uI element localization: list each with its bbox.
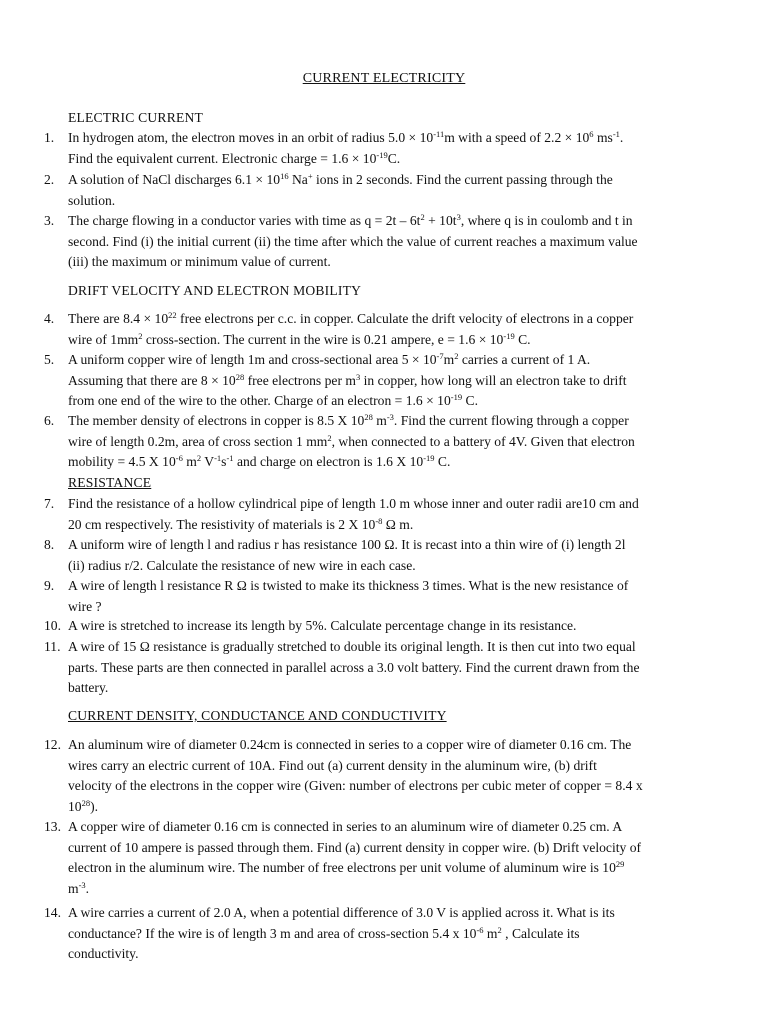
question-6 [44, 411, 704, 473]
question-line: parts. These parts are then connected in parallel across a 3.0 volt battery. Find the current drawn from the [68, 659, 640, 675]
question-text [68, 535, 704, 576]
question-line: velocity of the electrons in the copper wire (Given: number of electrons per cubic meter of copper = 8.4 x [68, 778, 643, 793]
question-line: Assuming that there are $8 \times 10^{28}$ free electrons per $m^3$ in copper, how long will an electron take to drift [68, 371, 627, 388]
question-line: (ii) radius r/2. Calculate the resistance of new wire in each case. [68, 557, 416, 573]
question-text [68, 817, 704, 899]
question-line: There are $8.4 \times 10^{22}$ free electrons per c.c. in copper. Calculate the drift velocity of electrons in a copper [68, 310, 634, 326]
question-text [68, 170, 704, 211]
question-number: 12. [44, 737, 61, 752]
question-line: $m^{-3}$. [68, 879, 90, 896]
question-text [68, 576, 704, 617]
question-text [68, 616, 704, 637]
section-heading-drift-velocity: DRIFT VELOCITY AND ELECTRON MOBILITY [68, 283, 362, 298]
section-heading-current-density: CURRENT DENSITY, CONDUCTANCE AND CONDUCTIVITY [68, 708, 447, 723]
section-heading-electric-current: ELECTRIC CURRENT [68, 110, 203, 125]
question-number: 1. [44, 130, 55, 145]
question-line: battery. [68, 680, 109, 695]
question-9 [44, 576, 704, 617]
question-text [68, 735, 704, 817]
question-line: An aluminum wire of diameter 0.24cm is connected in series to a copper wire of diameter 0.16 cm. The [68, 737, 632, 752]
question-number: 9. [44, 578, 55, 593]
question-13 [44, 817, 704, 899]
question-3 [44, 211, 704, 273]
question-number: 11. [44, 639, 61, 654]
question-text [68, 903, 704, 965]
question-line: wire of $1mm^2$ cross-section. The current in the wire is 0.21 ampere, $e = 1.6 \times 10^{-19}$ C. [68, 330, 531, 347]
question-text [68, 309, 704, 350]
question-line: 20 cm respectively. The resistivity of materials is 2 X $10^{-8}$ Ω m. [68, 515, 414, 532]
question-text [68, 211, 704, 273]
question-line: A wire is stretched to increase its length by 5%. Calculate percentage change in its resistance. [68, 618, 577, 633]
question-14 [44, 903, 704, 965]
question-number: 13. [44, 819, 61, 834]
question-number: 7. [44, 496, 55, 511]
question-number: 8. [44, 537, 55, 552]
question-12 [44, 735, 704, 817]
question-line: wires carry an electric current of 10A. Find out (a) current density in the aluminum wire, (b) drift [68, 757, 597, 773]
page-title: CURRENT ELECTRICITY [302, 71, 466, 86]
question-line: A uniform wire of length l and radius r has resistance 100 Ω. It is recast into a thin wire of (i) length 2l [68, 537, 626, 552]
question-number: 3. [44, 213, 55, 228]
question-line: Find the resistance of a hollow cylindrical pipe of length 1.0 m whose inner and outer radii are10 cm and [68, 496, 639, 511]
question-line: In hydrogen atom, the electron moves in an orbit of radius $5.0 \times 10^{-11}m$ with a speed of $2.2 \times 10^6$ $ms^{-1}$. [68, 129, 624, 145]
question-text [68, 637, 704, 699]
question-10 [44, 616, 704, 637]
question-line: (iii) the maximum or minimum value of current. [68, 254, 331, 269]
question-line: electron in the aluminum wire. The number of free electrons per unit volume of aluminum wire is $10^{29}$ [68, 859, 625, 875]
question-line: $10^{28}$). [68, 797, 99, 814]
question-text [68, 350, 704, 412]
question-line: A copper wire of diameter 0.16 cm is connected in series to an aluminum wire of diameter 0.25 cm. A [68, 819, 623, 834]
question-line: A uniform copper wire of length 1m and cross-sectional area $5 \times 10^{-7}m^2$ carries a current of 1 A. [68, 351, 591, 367]
question-line: conductivity. [68, 946, 139, 961]
question-line: A wire of length l resistance R Ω is twisted to make its thickness 3 times. What is the new resistance of [68, 578, 629, 593]
question-5 [44, 350, 704, 412]
question-7 [44, 494, 704, 535]
question-line: Find the equivalent current. Electronic charge = $1.6 \times 10^{-19}C$. [68, 149, 401, 166]
question-line: wire ? [68, 598, 102, 614]
question-1 [44, 128, 704, 169]
question-11 [44, 637, 704, 699]
question-line: A solution of NaCl discharges $6.1 \times 10^{16}$ Na+ ions in 2 seconds. Find the current passing through the [68, 171, 613, 187]
question-line: A wire of 15 Ω resistance is gradually stretched to double its original length. It is then cut into two equal [68, 639, 636, 654]
question-4 [44, 309, 704, 350]
question-line: wire of length 0.2m, area of cross section 1 $mm^2$, when connected to a battery of 4V. Given that electron [68, 432, 635, 449]
question-line: The member density of electrons in copper is 8.5 X $10^{28}$ $m^{-3}$. Find the current flowing through a copper [68, 412, 629, 428]
question-2 [44, 170, 704, 211]
question-line: The charge flowing in a conductor varies with time as $q = 2t - 6t^2 + 10t^3$, where q is in coulomb and t in [68, 212, 633, 228]
question-text [68, 411, 704, 473]
question-text [68, 128, 704, 169]
question-line: solution. [68, 192, 116, 208]
question-8 [44, 535, 704, 576]
question-number: 5. [44, 352, 55, 367]
question-number: 2. [44, 172, 55, 187]
question-number: 6. [44, 413, 55, 428]
question-line: second. Find (i) the initial current (ii) the time after which the value of current reaches a maximum value [68, 233, 638, 249]
question-number: 14. [44, 905, 61, 920]
section-heading-resistance: RESISTANCE [68, 475, 152, 490]
question-line: conductance? If the wire is of length 3 m and area of cross-section 5.4 x $10^{-6}$ $m^2$ , Calculate its [68, 924, 580, 941]
question-line: A wire carries a current of 2.0 A, when a potential difference of 3.0 V is applied across it. What is its [68, 905, 615, 920]
question-line: mobility = 4.5 X $10^{-6}$ $m^2$ $V^{-1}s^{-1}$ and charge on electron is 1.6 X $10^{-19}$ C. [68, 453, 451, 469]
question-line: from one end of the wire to the other. Charge of an electron = $1.6 \times 10^{-19}$ C. [68, 392, 478, 408]
question-text [68, 494, 704, 535]
question-number: 10. [44, 618, 61, 633]
question-number: 4. [44, 311, 55, 326]
question-line: current of 10 ampere is passed through them. Find (a) current density in copper wire. (b) Drift velocity of [68, 839, 642, 855]
